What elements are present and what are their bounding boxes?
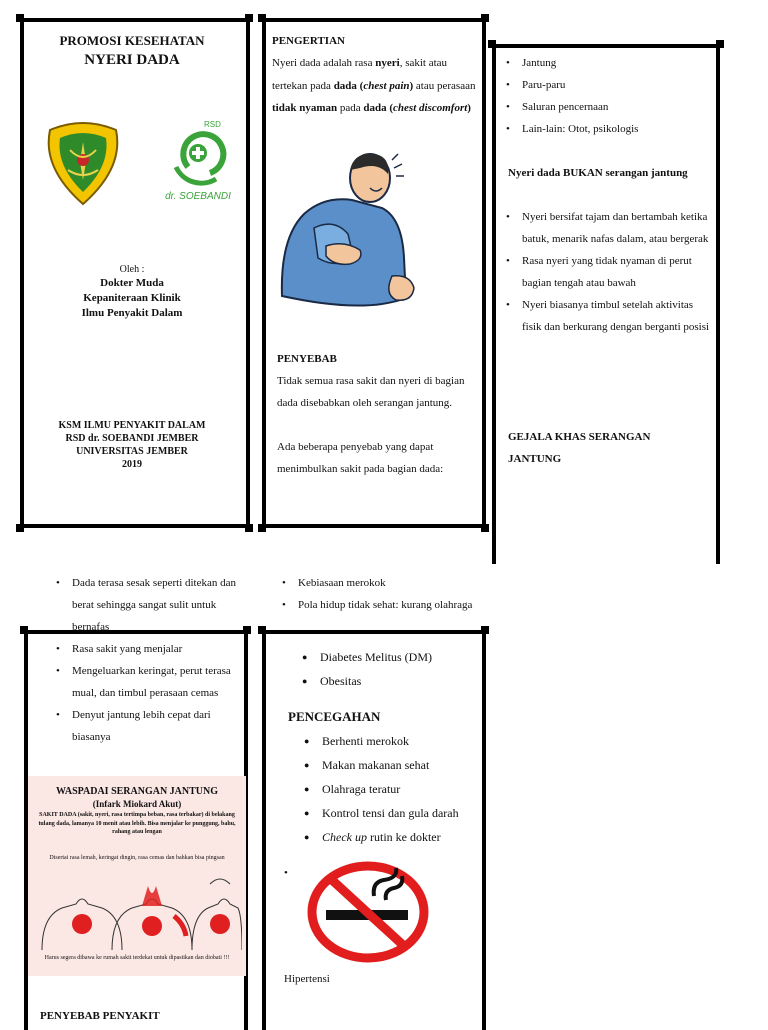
causes-bullets bbox=[504, 52, 712, 140]
frame-corner bbox=[258, 626, 266, 634]
frame-corner bbox=[258, 524, 266, 532]
risk-list-2 bbox=[302, 645, 482, 693]
risk-bullets bbox=[280, 572, 480, 616]
pengertian-heading: PENGERTIAN bbox=[272, 35, 345, 47]
text-italic: Check up bbox=[322, 830, 367, 844]
cover-by: Oleh : bbox=[119, 264, 145, 275]
list-item: ● Berhenti merokok bbox=[304, 729, 486, 753]
cover-author-2: Kepaniteraan Klinik bbox=[83, 292, 181, 304]
text-bold-italic: chest discomfort bbox=[393, 102, 468, 114]
frame-corner bbox=[481, 14, 489, 22]
cover-inst-2: RSD dr. SOEBANDI JEMBER bbox=[65, 433, 199, 444]
logo-rsd-text: RSD bbox=[204, 120, 221, 129]
text-bold: nyeri bbox=[375, 57, 400, 69]
cover-author-1: Dokter Muda bbox=[100, 277, 164, 289]
list-item: ● Kontrol tensi dan gula darah bbox=[304, 801, 486, 825]
heart-attack-poster bbox=[28, 776, 246, 976]
causes-list bbox=[504, 52, 712, 140]
not-heart-attack-list bbox=[504, 206, 712, 338]
frame-corner bbox=[20, 626, 28, 634]
frame-corner bbox=[16, 524, 24, 532]
list-item: • Saluran pencernaan bbox=[504, 96, 712, 118]
cover-author-3: Ilmu Penyakit Dalam bbox=[81, 307, 183, 319]
text-bold: dada ( bbox=[333, 79, 364, 92]
empty-bullet: • bbox=[284, 867, 288, 879]
text-run: Nyeri dada adalah rasa bbox=[272, 57, 376, 69]
frame-corner bbox=[245, 524, 253, 532]
text-bold: ) bbox=[409, 79, 414, 92]
penyebab-text-2: Ada beberapa penyebab yang dapat menimbulkan sakit pada bagian dada: bbox=[277, 441, 444, 475]
text-run: rutin ke dokter bbox=[366, 830, 441, 844]
text-bold: tidak nyaman bbox=[272, 102, 338, 114]
list-item: • Rasa nyeri yang tidak nyaman di perut bagian tengah atau bawah bbox=[504, 250, 712, 294]
risk-dot-bullets bbox=[302, 645, 482, 693]
text-bold-italic: chest pain bbox=[363, 79, 410, 92]
frame-corner bbox=[481, 626, 489, 634]
not-heart-attack-heading: Nyeri dada BUKAN serangan jantung bbox=[508, 167, 688, 179]
frame-corner bbox=[16, 14, 24, 22]
list-item: • Pola hidup tidak sehat: kurang olahraga bbox=[280, 594, 480, 616]
text-run: , sakit atau tertekan pada bbox=[272, 57, 448, 92]
list-item: ● Obesitas bbox=[302, 669, 482, 693]
list-item: • Nyeri bersifat tajam dan bertambah ketika batuk, menarik nafas dalam, atau bergerak bbox=[504, 206, 712, 250]
poster-footer: Harus segera dibawa ke rumah sakit terdekat untuk dipastikan dan diobati !!! bbox=[44, 955, 230, 961]
list-item: • Kebiasaan merokok bbox=[280, 572, 480, 594]
list-item: ● Olahraga teratur bbox=[304, 777, 486, 801]
not-heart-attack-bullets bbox=[504, 206, 712, 338]
symptoms-bullets bbox=[54, 572, 250, 748]
symptoms-list bbox=[54, 572, 250, 748]
cover-year: 2019 bbox=[122, 459, 142, 470]
poster-body: SAKIT DADA (sakit, nyeri, rasa tertimpa beban, rasa terbakar) di belakang tulang dada, lamanya 10 menit atau lebih. Bisa menjalar ke punggung, bahu, rahang atau lengan bbox=[38, 812, 236, 835]
penyebab-penyakit-heading: PENYEBAB PENYAKIT bbox=[40, 1010, 160, 1022]
pain-location-figures bbox=[32, 876, 242, 950]
poster-body-2: Disertai rasa lemah, keringat dingin, rasa cemas dan bahkan bisa pingsan bbox=[49, 855, 225, 861]
list-item: • Nyeri biasanya timbul setelah aktivitas fisik dan berkurang dengan berganti posisi bbox=[504, 294, 712, 338]
risk-list bbox=[280, 572, 480, 616]
cover-title-line2: NYERI DADA bbox=[84, 52, 180, 68]
list-item: • Rasa sakit yang menjalar bbox=[54, 638, 250, 660]
frame-corner bbox=[488, 40, 496, 48]
prevention-list bbox=[304, 729, 486, 849]
symptoms-heading: GEJALA KHAS SERANGAN JANTUNG bbox=[508, 431, 651, 465]
pengertian-text bbox=[272, 52, 480, 120]
list-item: • Lain-lain: Otot, psikologis bbox=[504, 118, 712, 140]
list-item: ● Diabetes Melitus (DM) bbox=[302, 645, 482, 669]
frame-corner bbox=[716, 40, 724, 48]
list-item: • Mengeluarkan keringat, perut terasa mual, dan timbul perasaan cemas bbox=[54, 660, 250, 704]
list-item bbox=[304, 825, 486, 849]
frame-corner bbox=[258, 14, 266, 22]
logo-soebandi-text: dr. SOEBANDI bbox=[165, 191, 231, 202]
list-item: • Denyut jantung lebih cepat dari biasanya bbox=[54, 704, 250, 748]
poster-title: WASPADAI SERANGAN JANTUNG bbox=[55, 786, 219, 797]
poster-subtitle: (Infark Miokard Akut) bbox=[92, 799, 182, 809]
list-item: • Jantung bbox=[504, 52, 712, 74]
hipertensi-label: Hipertensi bbox=[284, 973, 330, 985]
pencegahan-heading: PENCEGAHAN bbox=[288, 709, 381, 724]
text-run: atau perasaan bbox=[413, 79, 476, 92]
list-item: • Dada terasa sesak seperti ditekan dan berat sehingga sangat sulit untuk bernafas bbox=[54, 572, 250, 638]
list-item: ● Makan makanan sehat bbox=[304, 753, 486, 777]
cover-inst-3: UNIVERSITAS JEMBER bbox=[76, 446, 188, 457]
prevention-bullets bbox=[304, 729, 486, 849]
text-bold: ) bbox=[467, 102, 471, 114]
frame-corner bbox=[481, 524, 489, 532]
penyebab-heading: PENYEBAB bbox=[277, 353, 337, 365]
penyebab-text-1: Tidak semua rasa sakit dan nyeri di bagian dada disebabkan oleh serangan jantung. bbox=[277, 375, 465, 409]
cover-inst-1: KSM ILMU PENYAKIT DALAM bbox=[58, 420, 206, 431]
frame-corner bbox=[245, 14, 253, 22]
cover-title-line1: PROMOSI KESEHATAN bbox=[59, 33, 205, 48]
text-bold: dada ( bbox=[363, 102, 394, 114]
chest-pain-man-illustration bbox=[274, 148, 430, 316]
rsd-soebandi-logo bbox=[158, 115, 238, 207]
no-smoking-sign bbox=[304, 860, 432, 964]
text-run: pada bbox=[337, 102, 364, 114]
university-jember-logo bbox=[40, 120, 126, 208]
list-item: • Paru-paru bbox=[504, 74, 712, 96]
